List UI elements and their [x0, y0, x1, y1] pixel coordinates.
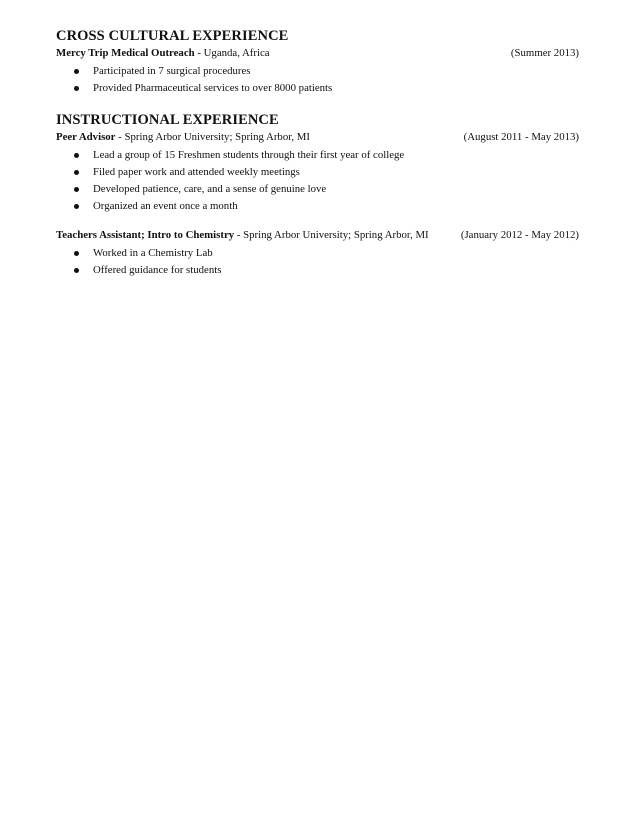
bullet-dot-icon — [74, 268, 79, 273]
section-cross-cultural-experience — [56, 27, 579, 98]
bullet-text: Developed patience, care, and a sense of genuine love — [93, 183, 327, 196]
bullet-text: Provided Pharmaceutical services to over 8000 patients — [93, 82, 333, 95]
bullet-text: Worked in a Chemistry Lab — [93, 246, 213, 259]
section-title: INSTRUCTIONAL EXPERIENCE — [56, 111, 279, 128]
bullet-dot-icon — [74, 187, 79, 192]
entry-location: - Uganda, Africa — [194, 47, 270, 59]
bullet-list — [56, 245, 579, 280]
section-instructional-experience — [56, 111, 579, 280]
entry-title: Teachers Assistant; Intro to Chemistry — [56, 228, 235, 241]
entry-date: (August 2011 - May 2013) — [463, 130, 579, 143]
entry-mercy-trip — [56, 46, 579, 98]
bullet-text: Offered guidance for students — [93, 264, 222, 277]
bullet-item — [56, 262, 579, 279]
bullet-dot-icon — [74, 204, 79, 209]
bullet-dot-icon — [74, 86, 79, 91]
entry-location: - Spring Arbor University; Spring Arbor, MI — [115, 130, 310, 143]
bullet-item — [56, 63, 579, 80]
entry-title: Peer Advisor — [56, 130, 116, 143]
entry-heading — [56, 130, 310, 145]
entry-header — [56, 46, 579, 61]
bullet-dot-icon — [74, 170, 79, 175]
bullet-dot-icon — [74, 69, 79, 74]
bullet-text: Filed paper work and attended weekly meetings — [93, 165, 300, 178]
entry-peer-advisor — [56, 130, 579, 216]
entry-date: (Summer 2013) — [510, 47, 579, 59]
entry-header — [56, 130, 579, 145]
section-title: CROSS CULTURAL EXPERIENCE — [56, 28, 289, 44]
bullet-list — [56, 147, 579, 216]
entry-date: (January 2012 - May 2012) — [460, 228, 579, 241]
entry-location: - Spring Arbor University; Spring Arbor, MI — [234, 228, 429, 241]
entry-teachers-assistant — [56, 228, 579, 280]
bullet-item — [56, 80, 579, 97]
bullet-dot-icon — [74, 153, 79, 158]
entry-title: Mercy Trip Medical Outreach — [56, 47, 195, 59]
bullet-list — [56, 63, 579, 98]
bullet-item — [56, 198, 579, 215]
entry-heading — [56, 228, 429, 243]
entry-heading — [56, 46, 270, 61]
bullet-text: Participated in 7 surgical procedures — [93, 65, 251, 77]
bullet-item — [56, 181, 579, 198]
bullet-item — [56, 164, 579, 181]
bullet-item — [56, 147, 579, 164]
bullet-dot-icon — [74, 251, 79, 256]
bullet-item — [56, 245, 579, 262]
entry-header — [56, 228, 579, 243]
bullet-text: Lead a group of 15 Freshmen students through their first year of college — [93, 148, 405, 161]
bullet-text: Organized an event once a month — [93, 200, 238, 213]
